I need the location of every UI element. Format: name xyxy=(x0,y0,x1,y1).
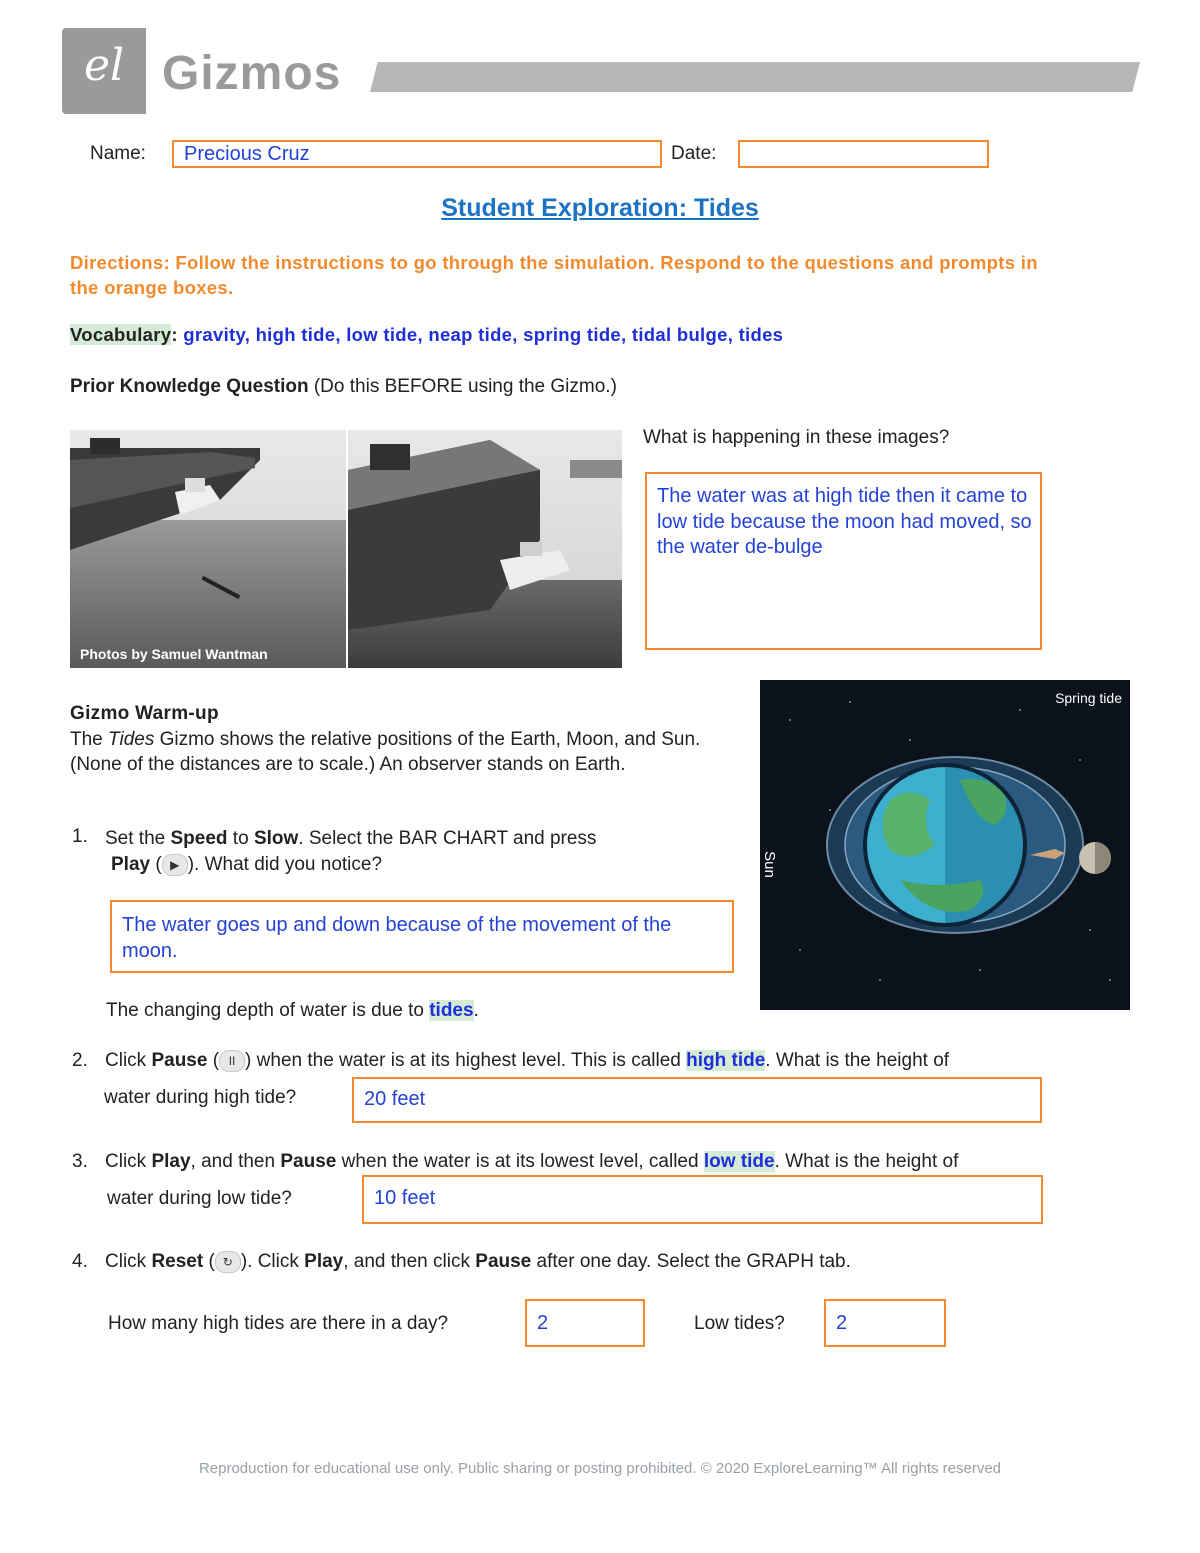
warmup-intro-post: Gizmo shows the relative positions of the Earth, Moon, and Sun. (None of the distances are to scale.) An observer stands on Earth. xyxy=(70,729,701,775)
photo-credit: Photos by Samuel Wantman xyxy=(80,646,268,662)
date-field[interactable] xyxy=(738,140,989,168)
q4-low-answer: 2 xyxy=(836,1312,848,1334)
q4-high-answer: 2 xyxy=(537,1312,549,1334)
prior-knowledge-answer: The water was at high tide then it came to low tide because the moon had moved, so the water de-bulge xyxy=(657,485,1032,558)
q2-t3: ) when the water is at its highest level. This is called xyxy=(245,1050,687,1072)
q2-term: high tide xyxy=(686,1050,766,1072)
q4-text xyxy=(105,1251,851,1273)
reset-icon: ↻ xyxy=(215,1251,241,1273)
name-field[interactable] xyxy=(172,140,662,168)
q4-t5: after one day. Select the GRAPH tab. xyxy=(531,1251,851,1273)
tides-gizmo-screenshot xyxy=(760,680,1130,1010)
warmup-intro xyxy=(70,727,750,777)
q1-slow: Slow xyxy=(253,828,299,849)
prior-knowledge-heading xyxy=(70,374,617,399)
q1-t5: ). What did you notice? xyxy=(187,854,383,875)
prior-knowledge-note: (Do this BEFORE using the Gizmo.) xyxy=(313,376,617,397)
q3-t1: Click xyxy=(105,1151,152,1172)
prior-knowledge-answer-box[interactable] xyxy=(645,472,1042,650)
q3-term: low tide xyxy=(703,1151,775,1172)
footer-notice: Reproduction for educational use only. Public sharing or posting prohibited. © 2020 ExploreLearning™ All rights reserved xyxy=(198,1460,1002,1477)
q4-pause: Pause xyxy=(475,1251,532,1273)
q3-text xyxy=(105,1151,958,1173)
header-bar xyxy=(370,62,1140,92)
harbor-photos-image xyxy=(70,430,622,668)
q3-answer: 10 feet xyxy=(374,1187,436,1209)
q2-t4: . What is the height of xyxy=(765,1050,950,1072)
q1-number: 1. xyxy=(72,826,88,847)
directions: Directions: Follow the instructions to go through the simulation. Respond to the questions and prompts in the orange boxes. xyxy=(70,252,1038,298)
tides-gizmo-image xyxy=(760,680,1130,1010)
play-icon: ▶ xyxy=(162,854,188,876)
prior-knowledge-title: Prior Knowledge Question xyxy=(70,376,309,397)
q4-reset: Reset xyxy=(151,1251,204,1273)
q1-followup xyxy=(106,1000,479,1022)
q3-t3: when the water is at its lowest level, called xyxy=(336,1151,704,1172)
q1-t2: to xyxy=(227,828,254,849)
q2-line2: water during high tide? xyxy=(104,1087,297,1108)
q4-number: 4. xyxy=(72,1251,88,1272)
prior-knowledge-question: What is happening in these images? xyxy=(643,427,950,448)
q1-t3: . Select the BAR CHART and press xyxy=(298,828,597,849)
harbor-photos xyxy=(70,430,622,668)
q3-number: 3. xyxy=(72,1151,88,1172)
q4-t2: ( xyxy=(203,1251,215,1273)
q1-follow-pre: The changing depth of water is due to xyxy=(106,1000,430,1021)
q2-answer: 20 feet xyxy=(364,1088,426,1110)
name-label: Name: xyxy=(90,143,146,164)
q1-t4: ( xyxy=(150,854,162,875)
warmup-intro-italic: Tides xyxy=(108,729,155,750)
warmup-intro-pre: The xyxy=(70,729,109,750)
q1-play: Play xyxy=(111,854,151,875)
vocabulary-label: Vocabulary xyxy=(70,324,172,345)
vocabulary xyxy=(70,324,783,346)
q4-high-answer-box[interactable] xyxy=(525,1299,645,1347)
pause-icon: II xyxy=(219,1050,245,1072)
q1-answer-box[interactable] xyxy=(110,900,734,973)
q2-t2: ( xyxy=(207,1050,220,1072)
logo-glyph: el xyxy=(83,40,125,91)
name-value: Precious Cruz xyxy=(184,143,310,165)
q2-number: 2. xyxy=(72,1050,88,1071)
q3-line2: water during low tide? xyxy=(107,1188,292,1209)
q4-t4: , and then click xyxy=(343,1251,476,1273)
q1-follow-term: tides xyxy=(429,1000,474,1021)
q4-t3: ). Click xyxy=(240,1251,305,1273)
brand-name: Gizmos xyxy=(162,47,342,100)
sun-label: Sun xyxy=(760,851,778,878)
q1-speed: Speed xyxy=(170,828,228,849)
q1-answer: The water goes up and down because of the movement of the moon. xyxy=(122,914,672,962)
q2-pause: Pause xyxy=(151,1050,208,1072)
q3-t4: . What is the height of xyxy=(774,1151,959,1172)
date-label: Date: xyxy=(671,143,717,164)
q1-text xyxy=(105,826,705,878)
gizmo-mode-label: Spring tide xyxy=(1055,690,1122,706)
q4-low-answer-box[interactable] xyxy=(824,1299,946,1347)
q2-answer-box[interactable] xyxy=(352,1077,1042,1123)
q3-play: Play xyxy=(151,1151,191,1172)
q3-t2: , and then xyxy=(190,1151,281,1172)
q4-t1: Click xyxy=(105,1251,152,1273)
q1-follow-post: . xyxy=(473,1000,479,1021)
q3-answer-box[interactable] xyxy=(362,1175,1043,1224)
vocabulary-terms: gravity, high tide, low tide, neap tide, spring tide, tidal bulge, tides xyxy=(183,324,784,345)
q4-low-label: Low tides? xyxy=(694,1313,785,1334)
q2-t1: Click xyxy=(105,1050,152,1072)
q2-text xyxy=(105,1050,949,1072)
q3-pause: Pause xyxy=(280,1151,337,1172)
vocabulary-colon: : xyxy=(171,324,178,345)
q4-high-label: How many high tides are there in a day? xyxy=(108,1313,449,1334)
warmup-heading: Gizmo Warm-up xyxy=(70,703,219,724)
q1-t1: Set the xyxy=(105,828,171,849)
page-title: Student Exploration: Tides xyxy=(441,194,759,222)
q4-play: Play xyxy=(304,1251,344,1273)
